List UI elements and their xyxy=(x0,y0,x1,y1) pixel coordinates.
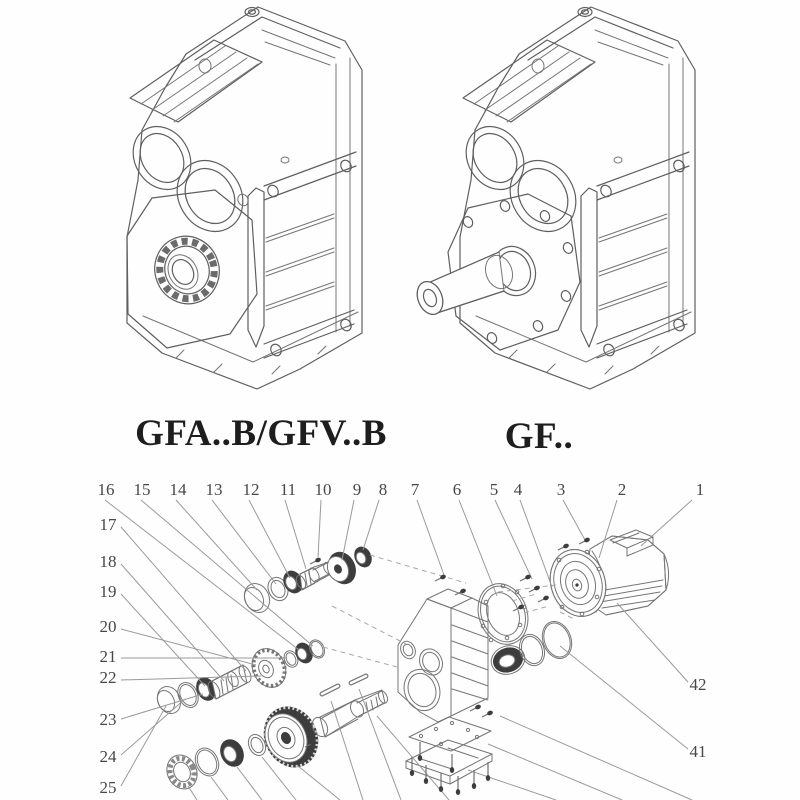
leader-line-42 xyxy=(617,603,688,682)
assembly-axis-dashed-2 xyxy=(332,606,406,644)
motor xyxy=(542,530,669,624)
exploded-view xyxy=(98,480,707,800)
callout-number-22: 22 xyxy=(99,668,117,687)
callout-number-15: 15 xyxy=(133,480,151,499)
callout-number-4: 4 xyxy=(513,480,523,499)
leader-line-4 xyxy=(520,500,552,587)
pan-screw-head-3 xyxy=(456,789,460,795)
callout-number-25: 25 xyxy=(99,778,117,797)
figure-gfab-gfvb xyxy=(122,7,362,389)
leader-line-14 xyxy=(176,500,257,590)
leader-line-7 xyxy=(417,500,444,575)
pan-screw-head-4 xyxy=(472,783,476,789)
callout-number-12: 12 xyxy=(242,480,260,499)
leader-line-5 xyxy=(495,500,532,579)
leader-line-cutoff-1 xyxy=(211,777,228,800)
leader-line-cutoff-2 xyxy=(237,767,262,800)
callout-number-42: 42 xyxy=(689,675,707,694)
leader-line-8 xyxy=(363,500,379,550)
assembly-axis-dashed-4 xyxy=(512,594,536,601)
leader-line-41 xyxy=(560,646,688,749)
pan-screw-head-7 xyxy=(450,767,454,773)
assembly-axis-dashed-3 xyxy=(323,647,397,667)
leader-line-cutoff-7 xyxy=(377,716,449,800)
callout-number-19: 19 xyxy=(99,582,117,601)
callout-number-21: 21 xyxy=(99,647,117,666)
assembly-axis-dashed-1 xyxy=(498,585,556,592)
callout-number-9: 9 xyxy=(352,480,362,499)
leader-line-cutoff-0 xyxy=(188,786,197,800)
callout-number-11: 11 xyxy=(279,480,297,499)
leader-line-3 xyxy=(563,500,585,540)
caption-gfab-gfvb: GFA..B/GFV..B xyxy=(135,413,387,454)
hollow-shaft-bearing-boss xyxy=(127,190,257,348)
callout-number-13: 13 xyxy=(205,480,223,499)
pan-screw-head-0 xyxy=(410,770,414,776)
leader-line-cutoff-9 xyxy=(488,744,622,800)
callout-number-1: 1 xyxy=(695,480,705,499)
gear-housing xyxy=(398,589,488,722)
callout-number-2: 2 xyxy=(617,480,627,499)
callout-number-18: 18 xyxy=(99,552,117,571)
screw-head-8 xyxy=(314,557,321,564)
leader-line-18 xyxy=(121,564,224,681)
leader-line-13 xyxy=(212,500,276,584)
assembly-axis-dashed-0 xyxy=(370,555,466,583)
callout-number-5: 5 xyxy=(489,480,499,499)
leader-line-11 xyxy=(285,500,306,569)
screw-head-4 xyxy=(542,595,549,602)
screw-head-10 xyxy=(486,710,493,717)
output-shaft-flange xyxy=(413,194,580,350)
input-pinion-assembly xyxy=(240,544,375,617)
leader-line-cutoff-10 xyxy=(468,770,556,800)
pan-screw-head-6 xyxy=(418,755,422,761)
pan-screw-head-5 xyxy=(486,775,490,781)
leader-line-17 xyxy=(121,527,246,671)
pan-screw-head-2 xyxy=(439,786,443,792)
screw-head-0 xyxy=(439,574,446,581)
callout-number-24: 24 xyxy=(99,747,117,766)
screw-head-7 xyxy=(562,543,569,550)
screw-head-6 xyxy=(583,537,590,544)
leader-line-12 xyxy=(249,500,290,578)
callout-number-23: 23 xyxy=(99,710,117,729)
callout-number-6: 6 xyxy=(452,480,462,499)
callout-number-10: 10 xyxy=(314,480,332,499)
leader-line-16 xyxy=(105,500,299,650)
pan-screw-head-1 xyxy=(424,778,428,784)
callout-number-20: 20 xyxy=(99,617,117,636)
callout-number-17: 17 xyxy=(99,515,117,534)
callout-number-41: 41 xyxy=(689,742,707,761)
assembly-axis-dashed-5 xyxy=(524,606,549,613)
screw-head-2 xyxy=(524,574,531,581)
intermediate-shaft-assembly xyxy=(153,637,327,717)
leader-line-10 xyxy=(318,500,321,557)
leader-line-cutoff-4 xyxy=(298,766,340,800)
callout-number-3: 3 xyxy=(556,480,566,499)
callout-number-7: 7 xyxy=(410,480,420,499)
callout-layer xyxy=(98,480,707,800)
leader-line-24 xyxy=(121,699,185,755)
caption-gf: GF.. xyxy=(504,416,574,457)
callout-number-16: 16 xyxy=(97,480,115,499)
callout-number-8: 8 xyxy=(378,480,388,499)
leader-line-20 xyxy=(121,629,256,665)
screw-head-9 xyxy=(474,704,481,711)
leader-line-25 xyxy=(121,706,166,786)
leader-line-6 xyxy=(459,500,497,596)
leader-line-1 xyxy=(641,500,692,546)
callout-number-14: 14 xyxy=(169,480,187,499)
leader-line-9 xyxy=(342,500,354,560)
figure-gf xyxy=(413,7,695,389)
screw-head-3 xyxy=(533,585,540,592)
